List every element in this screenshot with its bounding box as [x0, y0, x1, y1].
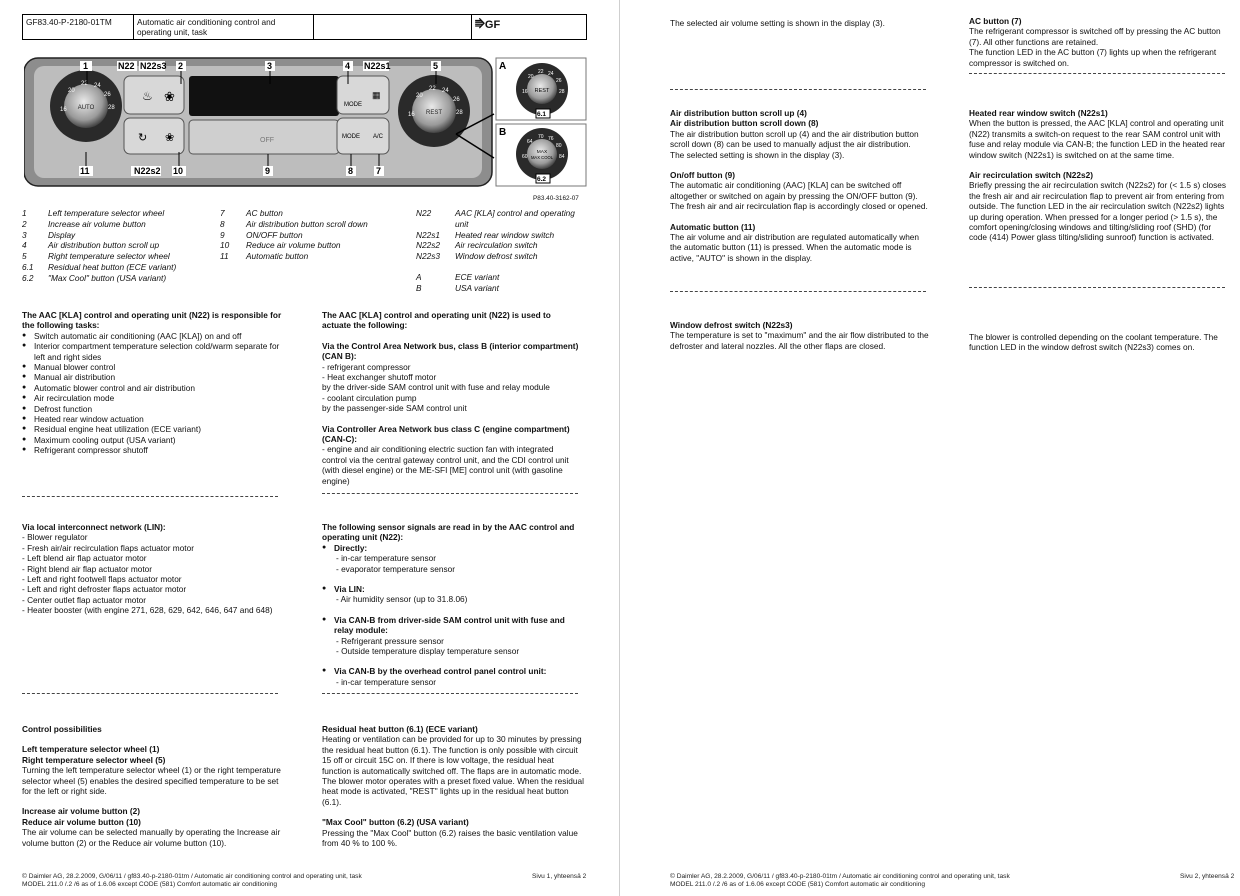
residual-paragraph: Heating or ventilation can be provided for up to 30 minutes by pressing the residual heat button (6.1). The function is only possible with circuit 15 off or circuit 15C on. If there is low voltage, the residual heat function is automatically switched off. The flaps are in automatic mode. The blower motor operates with a preset fixed value. When the residual heat mode is activated, "REST" lights up in the residual heat button (6.1).: [322, 734, 584, 807]
temp-title-2: Right temperature selector wheel (5): [22, 754, 166, 765]
variant-b-max: MAX: [536, 150, 548, 155]
list-item: ● Maximum cooling output (USA variant): [22, 435, 284, 445]
tasks-list: [22, 331, 284, 456]
maxcool-paragraph: Pressing the "Max Cool" button (6.2) raises the basic ventilation value from 40 % to 100 %.: [322, 827, 578, 849]
actuation-section: [322, 310, 580, 486]
sensor-title: The following sensor signals are read in by the AAC control and operating unit (N22):: [322, 522, 575, 543]
footer-page-number: Sivu 2, yhteensä 2: [1180, 873, 1235, 880]
callout-3: 3: [267, 61, 273, 71]
rear-window-icon: ▦: [372, 90, 381, 100]
legend-row: 11 Automatic button: [220, 251, 309, 262]
distribution-section: [670, 108, 932, 263]
dist-paragraph: The air distribution button scroll up (4) and the air distribution button scroll down (8) can be used to manually adjust the air distribution.: [670, 128, 919, 150]
recirculation-title: Air recirculation switch (N22s2): [969, 170, 1094, 181]
dial-tick-22: 22: [81, 81, 88, 87]
dial-tick-28: 28: [108, 105, 115, 111]
list-item: ● Defrost function: [22, 404, 284, 414]
ac-title: AC button (7): [969, 16, 1022, 26]
b-tick-76: 76: [548, 136, 554, 142]
ac-section: [969, 16, 1227, 68]
ac-paragraph: The refrigerant compressor is switched off by pressing the AC button (7). All other functions are retained.: [969, 26, 1221, 47]
list-item: - Right blend air flap actuator motor: [22, 563, 153, 574]
rdial-tick-26: 26: [453, 97, 460, 103]
dial-tick-26: 26: [104, 92, 111, 98]
document-code: GF83.40-P-2180-01TM: [23, 15, 134, 39]
list-item: - in-car temperature sensor: [336, 676, 437, 687]
tasks-section: [22, 310, 284, 456]
legend-row: 3 Display: [22, 229, 76, 240]
rdial-tick-20: 20: [416, 93, 423, 99]
callout-n22s2: N22s2: [134, 166, 161, 176]
list-item: - Left and right footwell flaps actuator motor: [22, 574, 182, 585]
list-item: - in-car temperature sensor: [336, 553, 437, 564]
rdial-tick-24: 24: [442, 88, 449, 94]
defrost-title: Window defrost switch (N22s3): [670, 320, 793, 330]
callout-2: 2: [178, 61, 184, 71]
canc-paragraph: - engine and air conditioning electric suction fan with integrated control via the central gateway control unit, and the CDI control unit (with diesel engine) or the ME-SFI [ME] control unit (with gasoline engine): [322, 444, 569, 486]
defrost-section: [670, 320, 932, 351]
tasks-title: The AAC [KLA] control and operating unit (N22) is responsible for the following tasks:: [22, 310, 282, 331]
header-empty-cell: [314, 15, 472, 39]
auto-title: Automatic button (11): [670, 221, 756, 232]
residual-title: Residual heat button (6.1) (ECE variant): [322, 724, 478, 734]
b-tick-64: 64: [527, 139, 533, 145]
a-tick-26: 26: [556, 78, 562, 84]
list-item: - Air humidity sensor (up to 31.8.06): [336, 594, 468, 605]
temp-title-1: Left temperature selector wheel (1): [22, 744, 160, 755]
sensor-via-canb-sam: ● Via CAN-B from driver-side SAM control unit with fuse and relay module:: [322, 615, 580, 636]
rest-label: REST: [425, 110, 443, 116]
legend-row: 4 Air distribution button scroll up: [22, 240, 160, 251]
list-item: ● Automatic blower control and air distribution: [22, 383, 284, 393]
document-title: Automatic air conditioning control and operating unit, task: [134, 15, 314, 39]
fan-icon: ❀: [164, 89, 175, 104]
a-tick-22: 22: [538, 69, 544, 75]
list-item: ● Interior compartment temperature selection cold/warm separate for left and right sides: [22, 341, 284, 362]
footer-left: © Daimler AG, 28.2.2009, G/06/11 / gf83.40-p-2180-01tm / Automatic air conditioning control and operating unit, task MODEL 211.0 /.2 /6 as of 1.6.06 except CODE (581) Comfort automatic air conditioning: [22, 873, 362, 889]
variant-b-label: B: [499, 127, 507, 138]
legend-column-2: [220, 208, 410, 262]
legend-row: 5 Right temperature selector wheel: [22, 251, 170, 262]
list-item: - evaporator temperature sensor: [336, 563, 455, 574]
list-item: by the driver-side SAM control unit with fuse and relay module: [322, 382, 550, 393]
rear-window-section: [969, 108, 1227, 243]
rdial-tick-28: 28: [456, 110, 463, 116]
list-item: - Refrigerant pressure sensor: [336, 635, 444, 646]
control-title: Control possibilities: [22, 724, 102, 734]
divider: [22, 496, 278, 497]
list-item: ● Manual air distribution: [22, 372, 284, 382]
residual-section: [322, 724, 584, 848]
lin-title: Via local interconnect network (LIN):: [22, 522, 166, 532]
legend-row: 10 Reduce air volume button: [220, 240, 341, 251]
callout-1: 1: [83, 61, 89, 71]
legend-row: N22 AAC [KLA] control and operating unit: [416, 208, 575, 229]
list-item: - Heater booster (with engine 271, 628, 629, 642, 646, 647 and 648): [22, 605, 273, 616]
list-item: ● Air recirculation mode: [22, 393, 284, 403]
actuation-title: The AAC [KLA] control and operating unit (N22) is used to actuate the following:: [322, 310, 551, 331]
ac-paragraph-2: The function LED in the AC button (7) lights up when the refrigerant compressor is switched on.: [969, 47, 1217, 68]
callout-n22: N22: [118, 61, 135, 71]
dist-title-2: Air distribution button scroll down (8): [670, 118, 819, 129]
divider: [22, 693, 278, 694]
list-item: - coolant circulation pump: [322, 392, 417, 403]
blower-buttons-bottom: [124, 118, 184, 154]
legend-row: A ECE variant: [416, 271, 500, 282]
list-item: ● Switch automatic air conditioning (AAC [KLA]) on and off: [22, 331, 284, 341]
legend-column-3: [416, 208, 586, 294]
temp-paragraph: Turning the left temperature selector wheel (1) or the right temperature selector wheel (5) enables the desired specified temperature to be set for the left or right side.: [22, 765, 281, 797]
onoff-paragraph: The automatic air conditioning (AAC) [KLA] can be switched off altogether or switched on again by pressing the ON/OFF button (9). The fresh air and air recirculation flap is accordingly closed or opened.: [670, 180, 928, 212]
dist-title-1: Air distribution button scroll up (4): [670, 108, 807, 118]
list-item: - Outside temperature display temperature sensor: [336, 646, 520, 657]
fan-small-icon: ❀: [165, 132, 175, 144]
mode-label: MODE: [342, 134, 360, 140]
callout-n22s3: N22s3: [140, 61, 167, 71]
control-unit-figure: [24, 54, 587, 190]
legend-row: 9 ON/OFF button: [220, 229, 303, 240]
dial-tick-24: 24: [94, 83, 101, 89]
control-possibilities: [22, 724, 284, 848]
air-paragraph: The air volume can be selected manually by operating the Increase air volume button (2) or the Reduce air volume button (10).: [22, 827, 281, 848]
callout-10: 10: [173, 166, 184, 176]
a-tick-16: 16: [522, 89, 528, 95]
auto-label: AUTO: [77, 105, 95, 111]
rear-window-title: Heated rear window switch (N22s1): [969, 108, 1108, 118]
variant-a-label: A: [499, 61, 507, 72]
callout-6-1: 6.1: [537, 111, 547, 118]
auto-paragraph: The air volume and air distribution are regulated automatically when the automatic button (11) is pressed. When the automatic mode is active, "AUTO" is shown in the display.: [670, 232, 920, 263]
list-item: - Left and right defroster flaps actuator motor: [22, 584, 187, 595]
mode-up-buttons: [337, 76, 389, 114]
canb-title: Via the Control Area Network bus, class B (interior compartment) (CAN B):: [322, 340, 579, 362]
legend-row: B USA variant: [416, 282, 499, 293]
divider: [969, 73, 1225, 74]
legend-row: N22s1 Heated rear window switch: [416, 229, 555, 240]
variant-b-max-cool: MAX COOL: [530, 155, 554, 160]
dist-paragraph-2: The selected setting is shown in the display (3).: [670, 149, 845, 160]
callout-6-2: 6.2: [537, 176, 547, 183]
canc-title: Via Controller Area Network bus class C (engine compartment) (CAN-C):: [322, 423, 570, 445]
maxcool-title: "Max Cool" button (6.2) (USA variant): [322, 817, 469, 828]
divider: [969, 287, 1225, 288]
callout-5: 5: [433, 61, 439, 71]
list-item: - Blower regulator: [22, 532, 88, 543]
air-title-1: Increase air volume button (2): [22, 806, 141, 817]
display-screen: [189, 76, 339, 116]
legend-row: 8 Air distribution button scroll down: [220, 218, 368, 229]
callout-8: 8: [348, 166, 354, 176]
list-item: - Center outlet flap actuator motor: [22, 594, 147, 605]
sensor-directly: ● Directly:: [322, 543, 580, 553]
divider: [670, 291, 926, 292]
legend-row: 6.2 "Max Cool" button (USA variant): [22, 272, 167, 283]
callout-4: 4: [345, 61, 351, 71]
list-item: - refrigerant compressor: [322, 361, 411, 372]
sensor-via-lin: ● Via LIN:: [322, 584, 580, 594]
document-tag: ⭆GF: [475, 19, 501, 31]
b-tick-84: 84: [559, 154, 565, 160]
blower-note: The blower is controlled depending on the coolant temperature. The function LED in the window defrost switch (N22s3) comes on.: [969, 332, 1218, 353]
divider: [322, 493, 578, 494]
b-tick-60: 60: [522, 154, 528, 160]
legend-row: 6.1 Residual heat button (ECE variant): [22, 261, 177, 272]
page-2: [620, 0, 1240, 896]
divider: [670, 89, 926, 90]
a-tick-28: 28: [559, 89, 565, 95]
recirculation-paragraph: Briefly pressing the air recirculation switch (N22s2) for (< 1.5 s) closes the fresh air and air recirculation flap to prevent air from entering from outside. The function LED in the air recirculation switch (N22s2) lights up during operation. When pressed for a longer period (> 1.5 s), the comfort opening/closing windows and tilting/sliding roof (SHD) (for code (414) Power glass tilting/sliding sunroof) function is activated.: [969, 180, 1227, 243]
recirculation-icon: ↻: [138, 132, 148, 144]
list-item: - Heat exchanger shutoff motor: [322, 372, 437, 383]
sensor-section: [322, 522, 580, 687]
list-item: ● Heated rear window actuation: [22, 414, 284, 424]
a-tick-20: 20: [528, 74, 534, 80]
figure-reference: P83.40-3162-07: [533, 195, 579, 202]
mode-up-label: MODE: [344, 102, 362, 108]
legend-row: 1 Left temperature selector wheel: [22, 208, 165, 218]
list-item: ● Residual engine heat utilization (ECE variant): [22, 424, 284, 434]
dial-tick-20: 20: [68, 88, 75, 94]
dial-tick-16: 16: [60, 107, 67, 113]
list-item: - Fresh air/air recirculation flaps actuator motor: [22, 542, 194, 553]
variant-a-rest: REST: [534, 88, 550, 94]
divider: [322, 693, 578, 694]
off-label: OFF: [260, 137, 274, 144]
rdial-tick-16: 16: [408, 112, 415, 118]
list-item: by the passenger-side SAM control unit: [322, 403, 467, 414]
air-title-2: Reduce air volume button (10): [22, 816, 141, 827]
selected-volume-note: The selected air volume setting is shown in the display (3).: [670, 18, 885, 28]
legend-column-1: [22, 208, 212, 284]
blower-buttons-top: [124, 76, 184, 114]
rear-window-paragraph: When the button is pressed, the AAC [KLA] control and operating unit (N22) transmits a switch-on request to the rear SAM control unit with fuse and relay module via CAN-B; the function LED in the heated rear window switch (N22s1) is switched on at the same time.: [969, 118, 1225, 160]
sensor-via-canb-overhead: ● Via CAN-B by the overhead control panel control unit:: [322, 666, 580, 676]
legend-row: 7 AC button: [220, 208, 283, 218]
legend-row: 2 Increase air volume button: [22, 218, 146, 229]
footer-page-number: Sivu 1, yhteensä 2: [532, 873, 587, 880]
document-header: [22, 14, 587, 40]
legend-row: N22s2 Air recirculation switch: [416, 240, 538, 251]
callout-9: 9: [265, 166, 271, 176]
footer-left: © Daimler AG, 28.2.2009, G/06/11 / gf83.40-p-2180-01tm / Automatic air conditioning control and operating unit, task MODEL 211.0 /.2 /6 as of 1.6.06 except CODE (581) Comfort automatic air conditioning: [670, 873, 1010, 889]
a-tick-24: 24: [548, 71, 554, 77]
defrost-icon: ♨: [142, 89, 153, 103]
b-tick-80: 80: [556, 143, 562, 149]
list-item: ● Manual blower control: [22, 362, 284, 372]
ac-label: A/C: [373, 134, 384, 140]
onoff-title: On/off button (9): [670, 170, 735, 181]
list-item: - Left blend air flap actuator motor: [22, 553, 147, 564]
legend-row: N22s3 Window defrost switch: [416, 251, 538, 262]
defrost-paragraph: The temperature is set to "maximum" and the air flow distributed to the defroster and lateral nozzles. All the other flaps are closed.: [670, 330, 929, 351]
rdial-tick-22: 22: [429, 86, 436, 92]
b-tick-70: 70: [538, 134, 544, 140]
lin-section: [22, 522, 284, 616]
callout-n22s1: N22s1: [364, 61, 391, 71]
callout-7: 7: [376, 166, 382, 176]
list-item: ● Refrigerant compressor shutoff: [22, 445, 284, 455]
callout-11: 11: [80, 166, 90, 176]
